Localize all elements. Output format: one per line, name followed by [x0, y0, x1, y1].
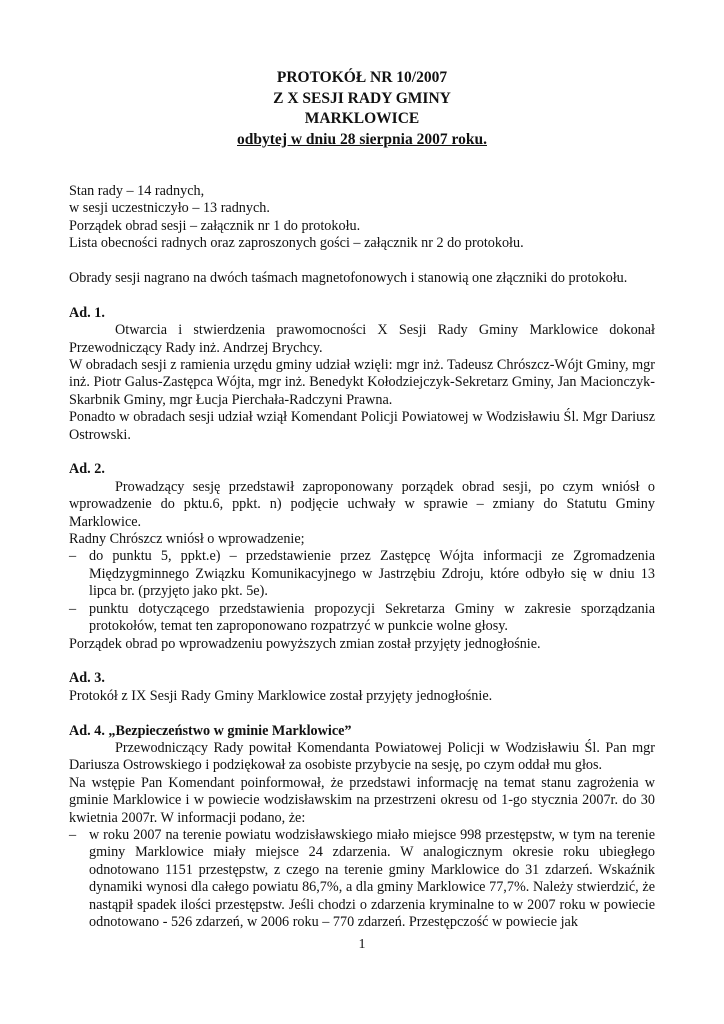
page-number: 1: [358, 937, 366, 952]
list-item: – punktu dotyczącego przedstawienia propozycji Sekretarza Gminy w zakresie sporządzania protokołów, temat ten zaproponowano rozpatrzyć w punkcie wolne głosy.: [69, 601, 655, 636]
section-heading-ad1: Ad. 1.: [69, 304, 105, 321]
paragraph: Protokół z IX Sesji Rady Gminy Marklowice został przyjęty jednogłośnie.: [69, 687, 493, 704]
title-line-1: PROTOKÓŁ NR 10/2007: [276, 69, 448, 86]
paragraph: Prowadzący sesję przedstawił zaproponowany porządek obrad sesji, po czym wniósł o wprowadzenie do pktu.6, ppkt. n) podjęcie uchwały w sprawie – zmiany do Statutu Gminy Marklowice.: [69, 478, 655, 530]
recording-note: Obrady sesji nagrano na dwóch taśmach magnetofonowych i stanowią one złączniki do protokołu.: [69, 270, 628, 287]
paragraph: Przewodniczący Rady powitał Komendanta Powiatowej Policji w Wodzisławiu Śl. Pan mgr Dariusza Ostrowskiego i podziękował za osobiste przybycie na sesję, po czym oddał mu głos.: [69, 739, 655, 774]
paragraph: Ponadto w obradach sesji udział wziął Komendant Policji Powiatowej w Wodzisławiu Śl. Mgr Dariusz Ostrowski.: [69, 409, 655, 443]
intro-line: w sesji uczestniczyło – 13 radnych.: [69, 200, 270, 217]
paragraph: Na wstępie Pan Komendant poinformował, że przedstawi informację na temat stanu zagrożenia w gminie Marklowice i w powiecie wodzisławskim na przestrzeni okresu od 1-go stycznia 2007r. do 30 kwietnia 2007r. W informacji podano, że:: [69, 774, 655, 826]
document-body: [69, 183, 655, 931]
title-line-3: MARKLOWICE: [304, 110, 420, 127]
paragraph: W obradach sesji z ramienia urzędu gminy udział wzięli: mgr inż. Tadeusz Chrószcz-Wójt Gminy, mgr inż. Piotr Galus-Zastępca Wójta, mgr inż. Benedykt Kołodziejczyk-Sekretarz Gminy, Jan Macionczyk-Skarbnik Gminy, mgr Łucja Pierchała-Radczyni Prawna.: [69, 357, 655, 408]
paragraph: Porządek obrad po wprowadzeniu powyższych zmian został przyjęty jednogłośnie.: [69, 635, 541, 652]
document-title: [0, 68, 724, 150]
intro-line: Porządek obrad sesji – załącznik nr 1 do protokołu.: [69, 217, 361, 234]
dash-list: [69, 827, 655, 931]
list-item: – w roku 2007 na terenie powiatu wodzisławskiego miało miejsce 998 przestępstw, w tym na terenie gminy Marklowice miały miejsce 24 zdarzenia. W analogicznym okresie roku ubiegłego odnotowano 1151 przestępstw, z czego na terenie gminy Marklowice do 31 zdarzeń. Wskaźnik dynamiki wynosi dla całego powiatu 86,7%, a dla gminy Marklowice 77,7%. Należy stwierdzić, że nastąpił spadek ilości przestępstw. Jeśli chodzi o zdarzenia kryminalne to w 2007 roku w powiecie odnotowano - 526 zdarzeń, w 2006 roku – 770 zdarzeń. Przestępczość w powiecie jak: [69, 827, 655, 931]
intro-line: Stan rady – 14 radnych,: [69, 183, 205, 199]
paragraph: Otwarcia i stwierdzenia prawomocności X Sesji Rady Gminy Marklowice dokonał Przewodniczący Rady inż. Andrzej Brychcy.: [69, 322, 655, 356]
dash-list: [69, 548, 655, 635]
section-heading-ad3: Ad. 3.: [69, 670, 105, 687]
section-heading-ad2: Ad. 2.: [69, 461, 105, 478]
title-date-line: odbytej w dniu 28 sierpnia 2007 roku.: [237, 130, 487, 148]
list-item: – do punktu 5, ppkt.e) – przedstawienie przez Zastępcę Wójta informacji ze Zgromadzenia Międzygminnego Związku Komunikacyjnego w Jastrzębiu Zdroju, które odbyło się w dniu 13 lipca br. (przyjęto jako pkt. 5e).: [69, 548, 655, 600]
title-line-2: Z X SESJI RADY GMINY: [273, 89, 451, 107]
section-heading-ad4: Ad. 4. „Bezpieczeństwo w gminie Marklowice”: [69, 722, 352, 739]
paragraph: Radny Chrószcz wniósł o wprowadzenie;: [69, 531, 305, 548]
intro-line: Lista obecności radnych oraz zaproszonych gości – załącznik nr 2 do protokołu.: [69, 235, 524, 252]
